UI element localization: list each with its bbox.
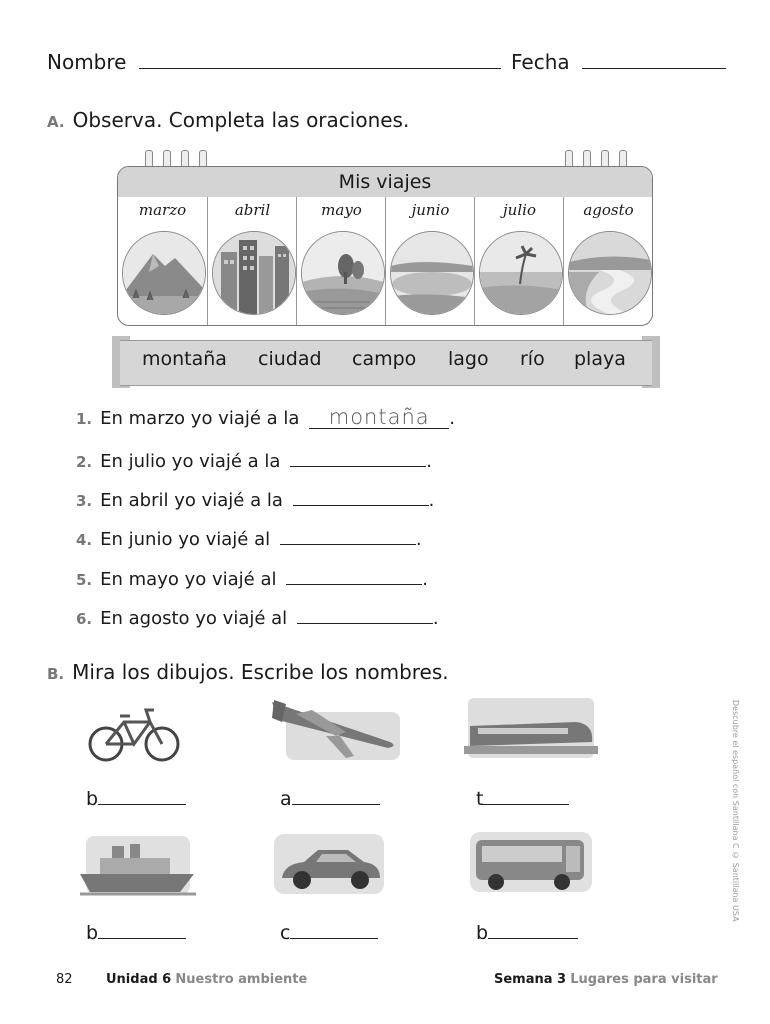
question-end: . <box>449 408 455 429</box>
word-bank-item: río <box>520 348 545 370</box>
month-label: junio <box>411 201 450 219</box>
question-6 <box>76 605 439 629</box>
picture-answer-train <box>476 786 569 810</box>
name-row <box>47 50 501 74</box>
question-3 <box>76 487 434 511</box>
month-label: marzo <box>138 201 187 219</box>
month-column-julio <box>474 197 564 325</box>
question-number: 1. <box>76 410 93 428</box>
side-copyright: Descubre el español con Santillana C © Santillana USA <box>731 700 740 922</box>
question-text: En julio yo viajé a la <box>100 451 281 472</box>
bus-icon <box>466 826 596 902</box>
answer-field[interactable] <box>483 786 569 805</box>
unit-name: Nuestro ambiente <box>175 972 308 987</box>
section-a-instruction: Observa. Completa las oraciones. <box>72 108 410 132</box>
question-text: En agosto yo viajé al <box>100 608 288 629</box>
answer-field[interactable] <box>488 920 578 939</box>
answer-field[interactable] <box>290 448 426 467</box>
river-icon <box>568 231 652 315</box>
question-number: 3. <box>76 492 93 510</box>
month-label: agosto <box>583 201 634 219</box>
footer-week <box>494 972 718 987</box>
answer-field[interactable] <box>286 566 422 585</box>
month-label: mayo <box>321 201 362 219</box>
section-b-instruction: Mira los dibujos. Escribe los nombres. <box>72 660 449 684</box>
month-label: julio <box>503 201 536 219</box>
train-icon <box>464 692 598 768</box>
car-icon <box>268 828 390 904</box>
start-letter: c <box>280 922 291 944</box>
name-field[interactable] <box>139 68 501 69</box>
question-number: 5. <box>76 571 93 589</box>
start-letter: b <box>476 922 489 944</box>
answer-field[interactable] <box>98 786 186 805</box>
question-text: En junio yo viajé al <box>100 529 271 550</box>
answer-field[interactable] <box>98 920 186 939</box>
section-a-letter: A. <box>47 113 65 131</box>
answer-text: montaña <box>328 405 430 429</box>
bicycle-icon <box>86 700 182 768</box>
question-text: En marzo yo viajé a la <box>100 408 300 429</box>
question-5 <box>76 566 428 590</box>
question-end: . <box>428 490 435 511</box>
start-letter: b <box>86 922 99 944</box>
month-label: abril <box>234 201 271 219</box>
month-column-marzo <box>118 197 207 325</box>
month-column-junio <box>385 197 475 325</box>
picture-answer-boat <box>86 920 186 944</box>
question-text: En abril yo viajé a la <box>100 490 283 511</box>
date-field[interactable] <box>582 68 726 69</box>
date-row <box>511 50 726 74</box>
question-number: 6. <box>76 610 93 628</box>
section-a-heading <box>47 108 409 132</box>
city-icon <box>212 231 296 315</box>
question-2 <box>76 448 432 472</box>
lake-icon <box>390 231 474 315</box>
section-b-letter: B. <box>47 665 65 683</box>
mountain-icon <box>122 231 206 315</box>
answer-field[interactable] <box>297 605 433 624</box>
question-text: En mayo yo viajé al <box>100 569 277 590</box>
unit-label: Unidad 6 <box>106 972 172 987</box>
picture-answer-airplane <box>280 786 380 810</box>
word-bank-item: lago <box>448 348 489 370</box>
question-4 <box>76 526 422 550</box>
calendar-title: Mis viajes <box>118 167 652 197</box>
question-number: 4. <box>76 531 93 549</box>
answer-field[interactable] <box>290 920 378 939</box>
word-bank-item: montaña <box>142 348 227 370</box>
answer-field[interactable] <box>292 786 380 805</box>
beach-icon <box>479 231 563 315</box>
date-label: Fecha <box>511 50 570 74</box>
calendar-body <box>117 166 653 326</box>
name-label: Nombre <box>47 50 127 74</box>
word-bank-item: campo <box>352 348 417 370</box>
start-letter: b <box>86 788 99 810</box>
week-name: Lugares para visitar <box>570 972 718 987</box>
question-1 <box>76 406 455 429</box>
boat-icon <box>76 830 198 904</box>
question-end: . <box>426 451 432 472</box>
airplane-icon <box>266 692 406 772</box>
answer-field[interactable] <box>309 406 449 429</box>
section-b-heading <box>47 660 449 684</box>
week-label: Semana 3 <box>494 972 567 987</box>
month-column-abril <box>207 197 297 325</box>
picture-answer-bus <box>476 920 578 944</box>
month-column-agosto <box>563 197 653 325</box>
question-end: . <box>422 569 428 590</box>
picture-answer-car <box>280 920 378 944</box>
question-end: . <box>432 608 439 629</box>
start-letter: a <box>280 788 292 810</box>
start-letter: t <box>476 788 484 810</box>
picture-answer-bicycle <box>86 786 186 810</box>
month-column-mayo <box>296 197 386 325</box>
question-number: 2. <box>76 453 93 471</box>
word-bank-item: playa <box>574 348 626 370</box>
footer-unit <box>106 972 307 987</box>
word-bank-item: ciudad <box>258 348 322 370</box>
answer-field[interactable] <box>280 526 416 545</box>
question-end: . <box>415 529 422 550</box>
answer-field[interactable] <box>293 487 429 506</box>
page-number: 82 <box>56 972 73 987</box>
countryside-icon <box>301 231 385 315</box>
word-bank <box>112 336 660 388</box>
travel-calendar <box>117 150 653 326</box>
